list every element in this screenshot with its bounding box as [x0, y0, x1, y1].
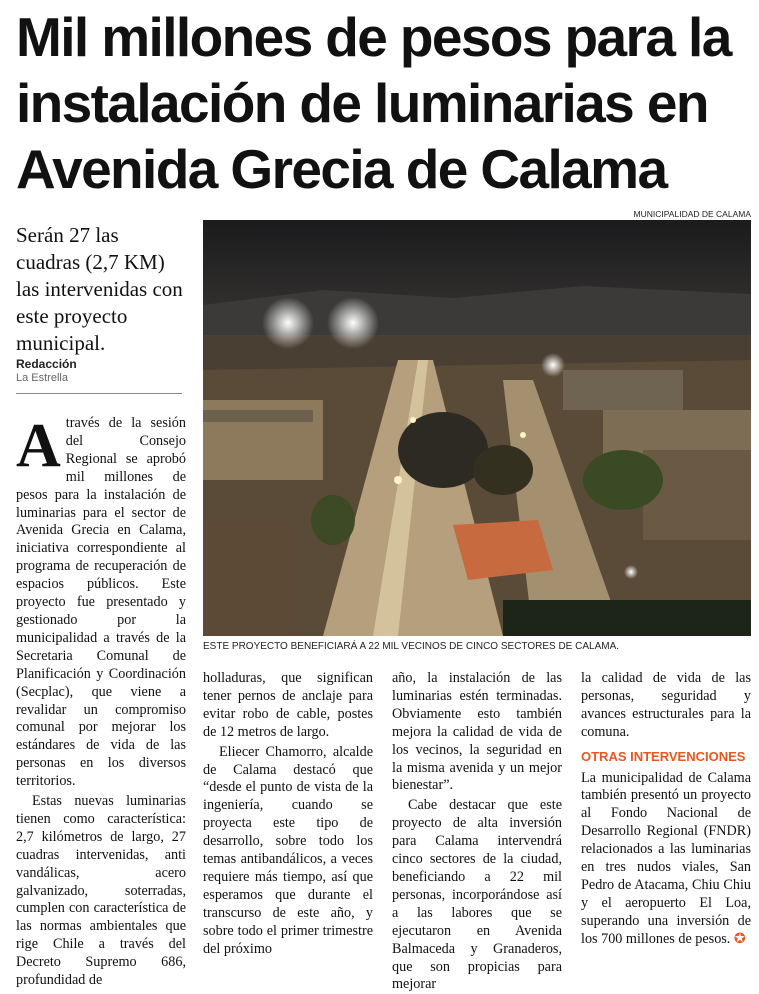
column-3 [392, 670, 562, 994]
paragraph [16, 412, 186, 791]
divider [16, 393, 182, 394]
column-1 [16, 412, 186, 990]
headline-line-2: instalación de luminarias en [16, 72, 708, 134]
col3-p2: Cabe destacar que este proyecto de alta inversión para Calama intervendrá cinco sectores de la ciudad, beneficiando a 22 mil personas, incorporándose así a las labores que se ejecutaron en Avenida Balmaceda y Granaderos, que son propicias para mejorar [392, 797, 562, 993]
end-mark-icon: ✪ [733, 930, 746, 947]
article-photo [203, 220, 751, 636]
col4-p2-text: La municipalidad de Calama también presentó un proyecto al Fondo Nacional de Desarrollo Regional (FNDR) relacionados a las luminarias en tres nudos viales, San Pedro de Atacama, Chiu Chiu y el aeropuerto El Loa, superando una inversión de los 700 millones de pesos. [581, 769, 751, 947]
night-street-illustration [203, 220, 751, 636]
subhead-otras-intervenciones: OTRAS INTERVENCIONES [581, 748, 746, 764]
photo-caption: ESTE PROYECTO BENEFICIARÁ A 22 MIL VECINOS DE CINCO SECTORES DE CALAMA. [203, 641, 620, 652]
col3-p1: año, la instalación de las luminarias estén terminadas. Obviamente esto también mejora la calidad de vida de los vecinos, la seguridad en la misma avenida y un mejor bienestar”. [392, 670, 562, 794]
drop-cap: A [16, 412, 61, 480]
col2-p1: holladuras, que significan tener pernos de anclaje para evitar robo de cable, postes de 12 metros de largo. [203, 670, 373, 740]
col2-p2: Eliecer Chamorro, alcalde de Calama destacó que “desde el punto de vista de la ingeniería, cuando se proyecta este tipo de desarrollo, sobre todo los temas antibandálicos, a veces requiere más tiempo, así que esperamos que durante el transcurso de este año, y sobre todo el primer trimestre del próximo [203, 743, 373, 957]
headline-line-3: Avenida Grecia de Calama [16, 138, 667, 200]
photo-credit: MUNICIPALIDAD DE CALAMA [633, 209, 751, 219]
publication: La Estrella [16, 372, 68, 384]
column-2 [203, 670, 373, 959]
column-4 [581, 670, 751, 949]
headline-line-1: Mil millones de pesos para la [16, 6, 731, 68]
deck: Serán 27 las cuadras (2,7 KM) las intervenidas con este proyecto municipal. [16, 223, 183, 355]
col4-p1: la calidad de vida de las personas, seguridad y avances estructurales para la comuna. [581, 670, 751, 740]
col4-p2 [581, 770, 751, 949]
headline [16, 4, 746, 202]
col1-p2: Estas nuevas luminarias tienen como característica: 2,7 kilómetros de largo, 27 cuadras intervenidas, anti vandálicas, acero galvanizado, soterradas, cumplen con característica de las normas ambientales que rige Chile a través del Decreto Supremo 686, profundidad de [16, 793, 186, 989]
byline: Redacción [16, 357, 77, 371]
col1-p1: través de la sesión del Consejo Regional se aprobó mil millones de pesos para la instalación de luminarias para el sector de Avenida Grecia en Calama, iniciativa correspondiente al programa de recuperación de espacios públicos. Este proyecto fue presentado y gestionado por la municipalidad a través de la Secretaria Comunal de Planificación y Coordinación (Secplac), que viene a revalidar un compromiso comunal por mejorar los estándares de vida de las personas en los diversos territorios. [16, 415, 186, 790]
